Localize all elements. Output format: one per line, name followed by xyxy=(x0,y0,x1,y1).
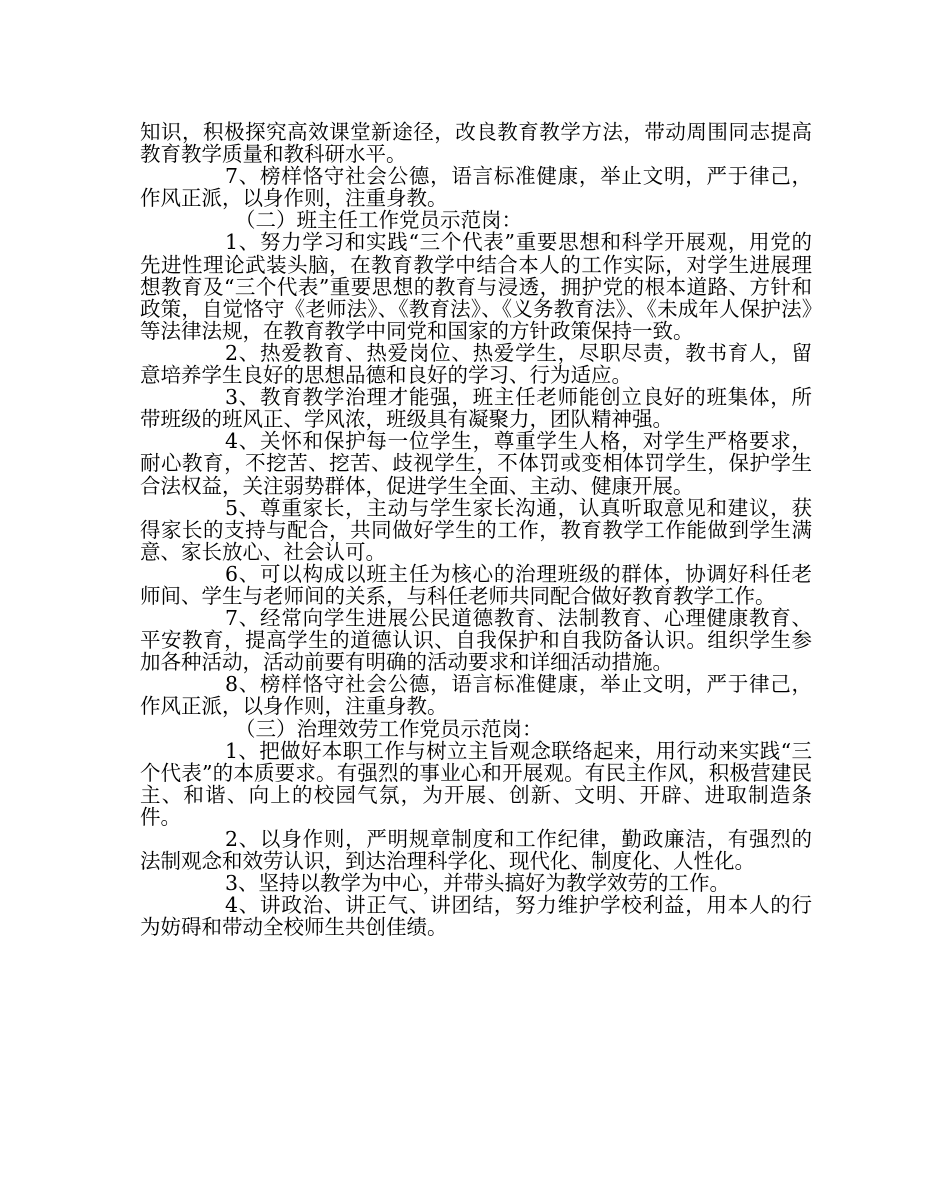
paragraph: 3、坚持以教学为中心，并带头搞好为教学效劳的工作。 xyxy=(225,871,731,896)
paragraph: 8、榜样恪守社会公德，语言标准健康，举止文明，严于律己，作风正派，以身作则，注重身教。 xyxy=(140,672,812,719)
paragraph: 2、以身作则，严明规章制度和工作纪律，勤政廉洁，有强烈的法制观念和效劳认识，到达治理科学化、现代化、制度化、人性化。 xyxy=(140,827,812,874)
paragraph: 2、热爱教育、热爱岗位、热爱学生，尽职尽责，教书育人，留意培养学生良好的思想品德和良好的学习、行为适应。 xyxy=(140,340,812,388)
section-heading: （三）治理效劳工作党员示范岗： xyxy=(235,716,543,741)
paragraph: 1、努力学习和实践“三个代表”重要思想和科学开展观，用党的先进性理论武装头脑，在教育教学中结合本人的工作实际，对学生进展理想教育及“三个代表”重要思想的教育与浸透，拥护党的根本道路、方针和政策，自觉恪守《老师法》、《教育法》、《义务教育法》、《未成年人保护法》等法律法规，在教育教学中同党和国家的方针政策保持一致。 xyxy=(140,230,812,343)
paragraph: 5、尊重家长，主动与学生家长沟通，认真听取意见和建议，获得家长的支持与配合，共同做好学生的工作，教育教学工作能做到学生满意、家长放心、社会认可。 xyxy=(140,495,812,564)
paragraph: 3、教育教学治理才能强，班主任老师能创立良好的班集体，所带班级的班风正、学风浓，班级具有凝聚力，团队精神强。 xyxy=(140,385,812,432)
paragraph: 4、讲政治、讲正气、讲团结，努力维护学校利益，用本人的行为妨碍和带动全校师生共创佳绩。 xyxy=(140,893,812,940)
document-body xyxy=(140,121,812,938)
paragraph: 6、可以构成以班主任为核心的治理班级的群体，协调好科任老师间、学生与老师间的关系，与科任老师共同配合做好教育教学工作。 xyxy=(140,561,812,608)
paragraph: 知识，积极探究高效课堂新途径，改良教育教学方法，带动周围同志提高教育教学质量和教科研水平。 xyxy=(140,120,812,167)
paragraph: 7、榜样恪守社会公德，语言标准健康，举止文明，严于律己，作风正派，以身作则，注重身教。 xyxy=(140,164,812,211)
paragraph: 4、关怀和保护每一位学生，尊重学生人格，对学生严格要求，耐心教育，不挖苦、挖苦、歧视学生，不体罚或变相体罚学生，保护学生合法权益，关注弱势群体，促进学生全面、主动、健康开展。 xyxy=(140,429,812,498)
section-heading: （二）班主任工作党员示范岗： xyxy=(235,208,522,233)
paragraph: 1、把做好本职工作与树立主旨观念联络起来，用行动来实践“三个代表”的本质要求。有强烈的事业心和开展观。有民主作风，积极营建民主、和谐、向上的校园气氛，为开展、创新、文明、开辟、进取制造条件。 xyxy=(140,738,812,829)
paragraph: 7、经常向学生进展公民道德教育、法制教育、心理健康教育、平安教育，提高学生的道德认识、自我保护和自我防备认识。组织学生参加各种活动，活动前要有明确的活动要求和详细活动措施。 xyxy=(140,606,812,675)
